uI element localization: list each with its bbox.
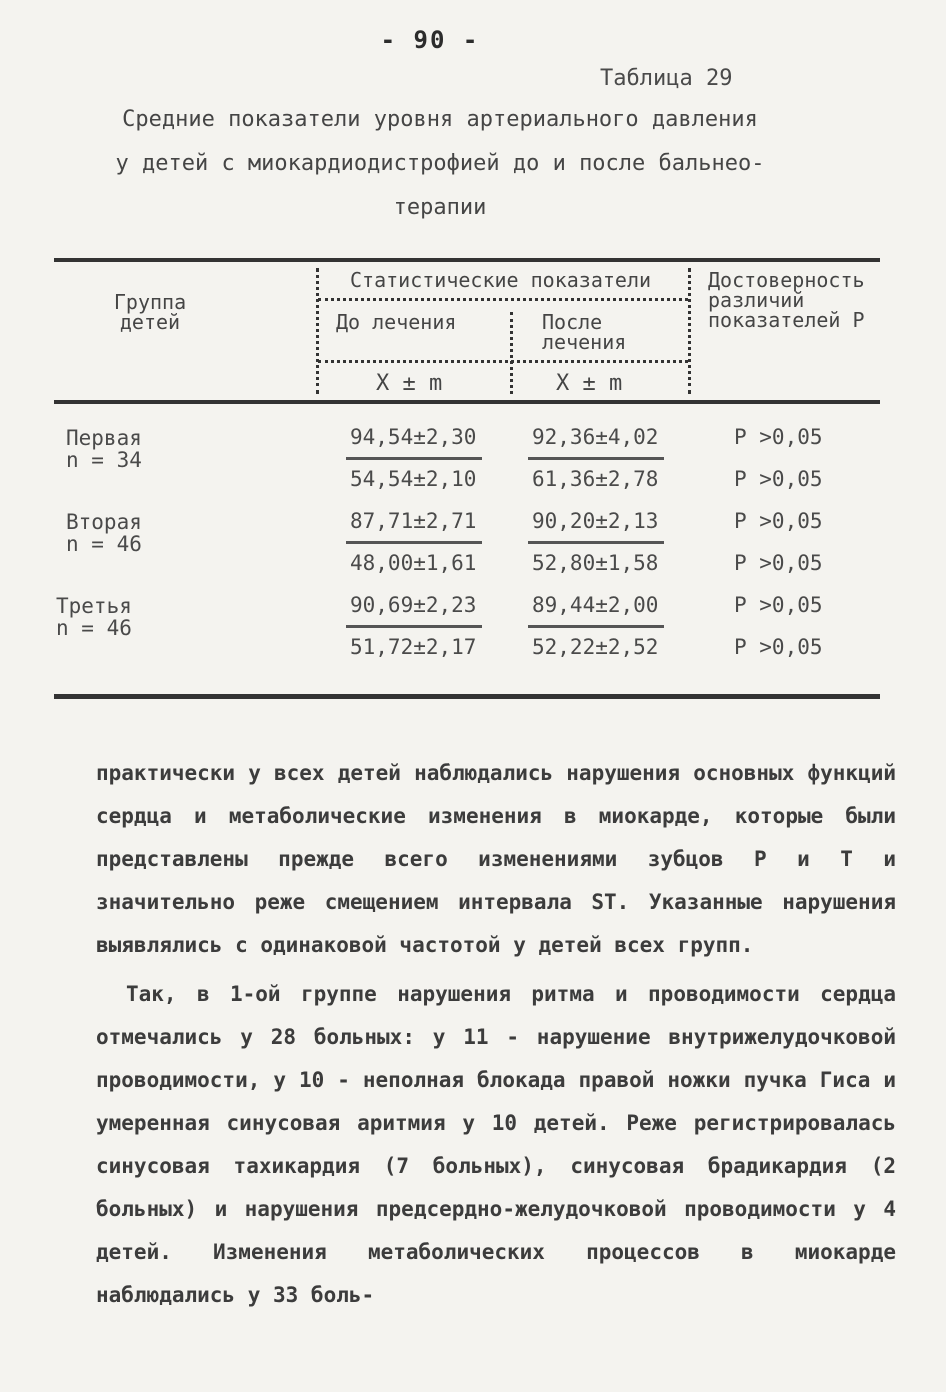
header-formula-before: X ± m [376,371,443,396]
body-text [96,752,896,1317]
header-separator-horizontal-2 [318,360,688,363]
group-1-row-2-after: 61,36±2,78 [532,467,659,491]
table-header-rule [54,400,880,404]
group-3-row-2-p: Р >0,05 [734,635,823,659]
header-separator-right [688,268,691,394]
group-2-n: n = 46 [66,532,142,556]
group-3-row-2-after: 52,22±2,52 [532,635,659,659]
group-1-row-1-after: 92,36±4,02 [532,425,659,449]
header-separator-middle [510,312,513,394]
group-2-name: Вторая [66,510,142,534]
group-2-row-2-after: 52,80±1,58 [532,551,659,575]
group-2-row-2-p: Р >0,05 [734,551,823,575]
table-top-rule [54,258,880,262]
group-1-before-underline [346,457,482,460]
group-3-row-1-p: Р >0,05 [734,593,823,617]
header-before-col: До лечения [336,310,457,334]
header-group-col: Группа детей [113,290,187,334]
group-3-before-underline [346,625,482,628]
header-stats-col: Статистические показатели [350,268,652,292]
header-after-col: После лечения [542,310,627,354]
group-1-row-2-p: Р >0,05 [734,467,823,491]
table-title-line-3: терапии [393,195,487,220]
table-bottom-rule [54,694,880,699]
group-2-row-2-before: 48,00±1,61 [350,551,477,575]
header-separator-horizontal-1 [318,298,688,301]
table-title-line-1: Средние показатели уровня артериального давления [122,107,758,132]
header-reliability-col: Достоверность различий показателей Р [708,268,865,332]
group-3-name: Третья [56,594,132,618]
table-title-line-2: у детей с миокардиодистрофией до и после бальнео- [115,151,765,176]
group-1-after-underline [528,457,664,460]
page-number: - 90 - [380,26,480,54]
group-2-row-1-after: 90,20±2,13 [532,509,659,533]
group-2-after-underline [528,541,664,544]
group-3-n: n = 46 [56,616,132,640]
group-1-name: Первая [66,426,142,450]
group-2-before-underline [346,541,482,544]
paragraph-1: практически у всех детей наблюдались нарушения основных функций сердца и метаболические изменения в миокарде, которые были представлены прежде всего изменениями зубцов Р и Т и значительно реже смещением интервала ST. Указанные нарушения выявлялись с одинаковой частотой у детей всех групп. [96,761,896,957]
group-3-row-1-after: 89,44±2,00 [532,593,659,617]
group-1-n: n = 34 [66,448,142,472]
paragraph-2: Так, в 1-ой группе нарушения ритма и проводимости сердца отмечались у 28 больных: у 11 - нарушение внутрижелудочковой проводимости, у 10 - неполная блокада правой ножки пучка Гиса и умеренная синусовая аритмия у 10 детей. Реже регистрировалась синусовая тахикардия (7 больных), синусовая брадикардия (2 больных) и нарушения предсердно-желудочковой проводимости у 4 детей. Изменения метаболических процессов в миокарде наблюдались у 33 боль- [96,982,896,1307]
group-2-row-1-before: 87,71±2,71 [350,509,477,533]
table-label: Таблица 29 [600,66,733,91]
group-1-row-1-before: 94,54±2,30 [350,425,477,449]
header-formula-after: X ± m [556,371,623,396]
header-separator-left [316,268,319,394]
group-3-row-2-before: 51,72±2,17 [350,635,477,659]
group-1-row-1-p: Р >0,05 [734,425,823,449]
group-1-row-2-before: 54,54±2,10 [350,467,477,491]
group-2-row-1-p: Р >0,05 [734,509,823,533]
group-3-after-underline [528,625,664,628]
group-3-row-1-before: 90,69±2,23 [350,593,477,617]
